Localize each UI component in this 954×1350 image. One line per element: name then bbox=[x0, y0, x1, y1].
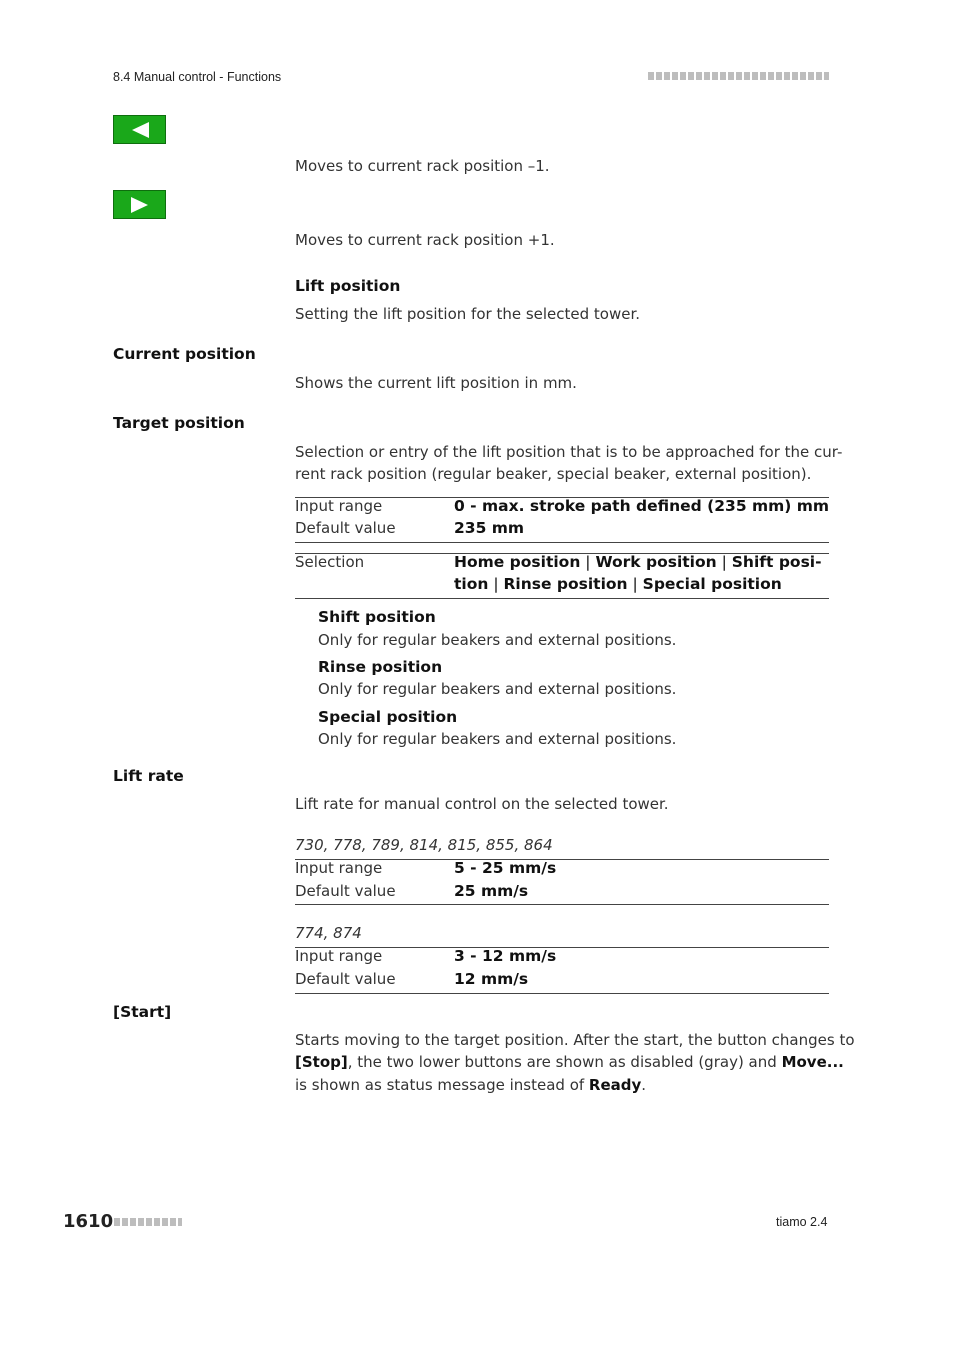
start-description-3 bbox=[295, 1074, 646, 1097]
input-range-label: Input range bbox=[295, 859, 383, 877]
selection-options-line1: Home position | Work position | Shift posi- bbox=[454, 553, 822, 571]
option-home-position: Home position bbox=[454, 553, 581, 571]
lift-rate-label: Lift rate bbox=[113, 767, 184, 785]
default-value: 235 mm bbox=[454, 519, 525, 537]
product-name: tiamo 2.4 bbox=[776, 1215, 828, 1229]
rinse-position-term: Rinse position bbox=[318, 658, 443, 676]
default-value-label: Default value bbox=[295, 882, 396, 900]
stop-keyword: [Stop] bbox=[295, 1053, 348, 1071]
table-rule bbox=[295, 904, 829, 905]
input-range-value: 3 - 12 mm/s bbox=[454, 947, 557, 965]
input-range-label: Input range bbox=[295, 947, 383, 965]
previous-position-button[interactable] bbox=[113, 115, 166, 144]
shift-position-term: Shift position bbox=[318, 608, 436, 626]
special-position-definition: Only for regular beakers and external positions. bbox=[318, 730, 677, 748]
default-value: 12 mm/s bbox=[454, 970, 529, 988]
next-position-button[interactable] bbox=[113, 190, 166, 219]
left-arrow-icon bbox=[129, 121, 151, 139]
target-position-description-1: Selection or entry of the lift position that is to be approached for the cur- bbox=[295, 443, 843, 461]
start-description-3-end: . bbox=[641, 1076, 647, 1094]
footer-dot-rule bbox=[114, 1218, 182, 1226]
previous-button-description: Moves to current rack position –1. bbox=[295, 157, 550, 175]
running-header: 8.4 Manual control - Functions bbox=[113, 70, 282, 84]
selection-label: Selection bbox=[295, 553, 365, 571]
default-value-label: Default value bbox=[295, 970, 396, 988]
option-shift-position-cont: tion bbox=[454, 575, 489, 593]
default-value-label: Default value bbox=[295, 519, 396, 537]
model-group-2: 774, 874 bbox=[295, 924, 362, 942]
next-button-description: Moves to current rack position +1. bbox=[295, 231, 555, 249]
right-arrow-icon bbox=[129, 196, 151, 214]
table-rule bbox=[295, 542, 829, 543]
current-position-label: Current position bbox=[113, 345, 256, 363]
option-shift-position: Shift posi- bbox=[731, 553, 822, 571]
input-range-label: Input range bbox=[295, 497, 383, 515]
start-description-3-text: is shown as status message instead of bbox=[295, 1076, 589, 1094]
lift-rate-description: Lift rate for manual control on the selected tower. bbox=[295, 795, 669, 813]
start-description-2-text: , the two lower buttons are shown as disabled (gray) and bbox=[347, 1053, 782, 1071]
start-description-2 bbox=[295, 1051, 844, 1074]
option-work-position: Work position bbox=[595, 553, 717, 571]
table-rule bbox=[295, 993, 829, 994]
model-group-1: 730, 778, 789, 814, 815, 855, 864 bbox=[295, 836, 553, 854]
selection-options-line2: tion | Rinse position | Special position bbox=[454, 575, 782, 593]
option-special-position: Special position bbox=[642, 575, 782, 593]
lift-position-heading: Lift position bbox=[295, 277, 401, 295]
rinse-position-definition: Only for regular beakers and external positions. bbox=[318, 680, 677, 698]
target-position-label: Target position bbox=[113, 414, 245, 432]
ready-keyword: Ready bbox=[588, 1076, 642, 1094]
page-number: 1610 bbox=[63, 1211, 114, 1232]
shift-position-definition: Only for regular beakers and external positions. bbox=[318, 631, 677, 649]
move-keyword: Move... bbox=[781, 1053, 844, 1071]
option-rinse-position: Rinse position bbox=[503, 575, 628, 593]
header-dot-rule bbox=[648, 72, 829, 80]
start-description-1: Starts moving to the target position. After the start, the button changes to bbox=[295, 1031, 855, 1049]
default-value: 25 mm/s bbox=[454, 882, 529, 900]
table-rule bbox=[295, 598, 829, 599]
lift-position-description: Setting the lift position for the selected tower. bbox=[295, 305, 641, 323]
current-position-description: Shows the current lift position in mm. bbox=[295, 374, 577, 392]
special-position-term: Special position bbox=[318, 708, 458, 726]
target-position-description-2: rent rack position (regular beaker, special beaker, external position). bbox=[295, 465, 812, 483]
input-range-value: 5 - 25 mm/s bbox=[454, 859, 557, 877]
start-button-label: [Start] bbox=[113, 1003, 172, 1021]
input-range-value: 0 - max. stroke path defined (235 mm) mm bbox=[454, 497, 830, 515]
